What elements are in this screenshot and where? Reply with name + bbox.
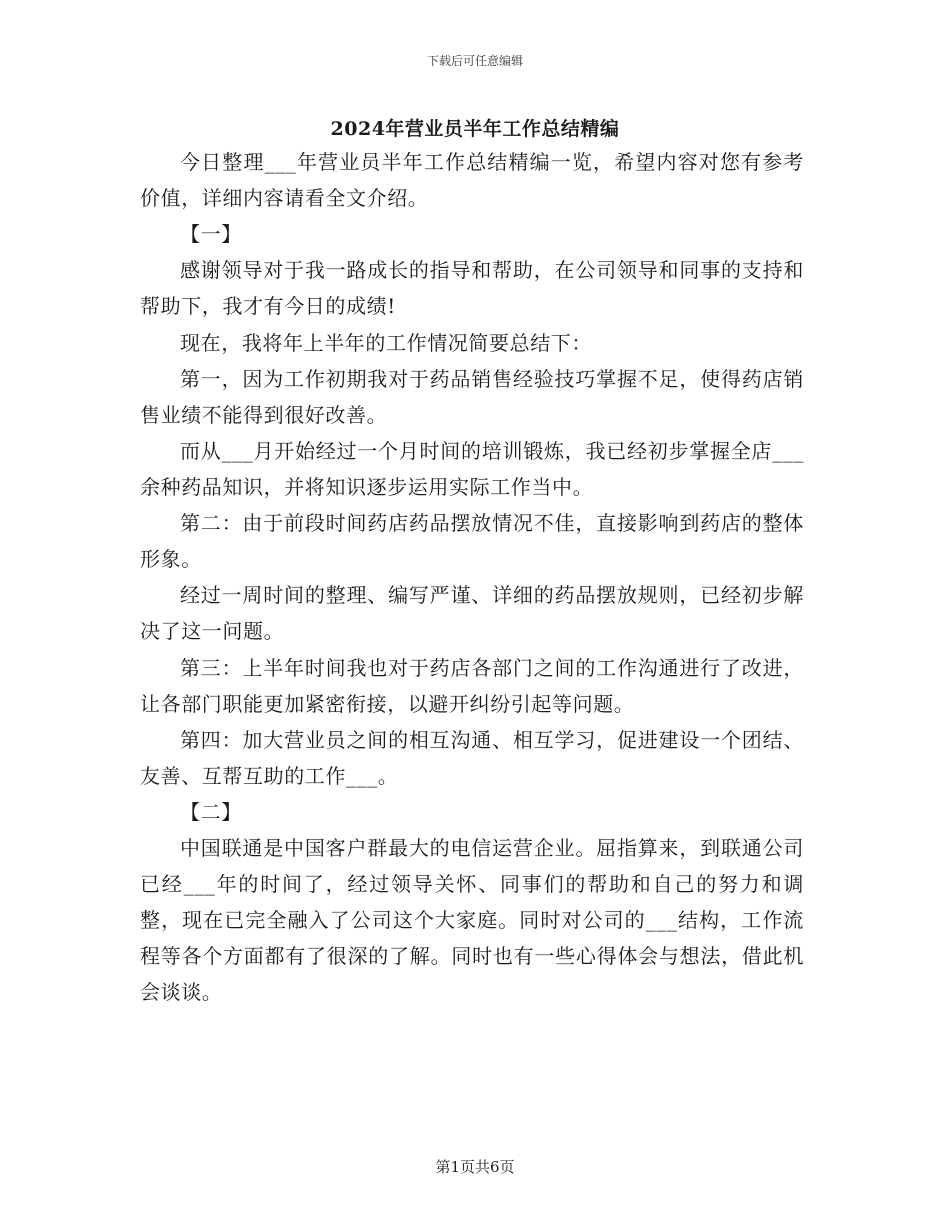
document-title: 2024年营业员半年工作总结精编 [330,118,620,140]
paragraph: 第三：上半年时间我也对于药店各部门之间的工作沟通进行了改进，让各部门职能更加紧密衔接，以避开纠纷引起等问题。 [140,655,804,716]
paragraph: 第四：加大营业员之间的相互沟通、相互学习，促进建设一个团结、友善、互帮互助的工作___。 [140,727,804,788]
section-heading-2: 【二】 [180,799,242,824]
paragraph: 中国联通是中国客户群最大的电信运营企业。屈指算来，到联通公司已经___年的时间了，经过领导关怀、同事们的帮助和自己的努力和调整，现在已完全融入了公司这个大家庭。同时对公司的___结构，工作流程等各个方面都有了很深的了解。同时也有一些心得体会与想法，借此机会谈谈。 [140,836,804,1005]
paragraph: 经过一周时间的整理、编写严谨、详细的药品摆放规则，已经初步解决了这一问题。 [140,583,804,644]
paragraph: 第二：由于前段时间药店药品摆放情况不佳，直接影响到药店的整体形象。 [140,511,804,572]
paragraph: 感谢领导对于我一路成长的指导和帮助，在公司领导和同事的支持和帮助下，我才有今日的成绩! [140,258,804,319]
section-heading-1: 【一】 [180,222,242,247]
header-note: 下载后可任意编辑 [426,54,523,68]
paragraph-intro: 今日整理___年营业员半年工作总结精编一览，希望内容对您有参考价值，详细内容请看全文介绍。 [140,150,804,210]
document-body [140,144,804,1010]
page-number: 第1页共6页 [435,1158,515,1176]
paragraph: 第一，因为工作初期我对于药品销售经验技巧掌握不足，使得药店销售业绩不能得到很好改善。 [140,366,804,427]
paragraph: 而从___月开始经过一个月时间的培训锻炼，我已经初步掌握全店___余种药品知识，并将知识逐步运用实际工作当中。 [140,438,804,499]
paragraph: 现在，我将年上半年的工作情况简要总结下： [180,330,592,355]
